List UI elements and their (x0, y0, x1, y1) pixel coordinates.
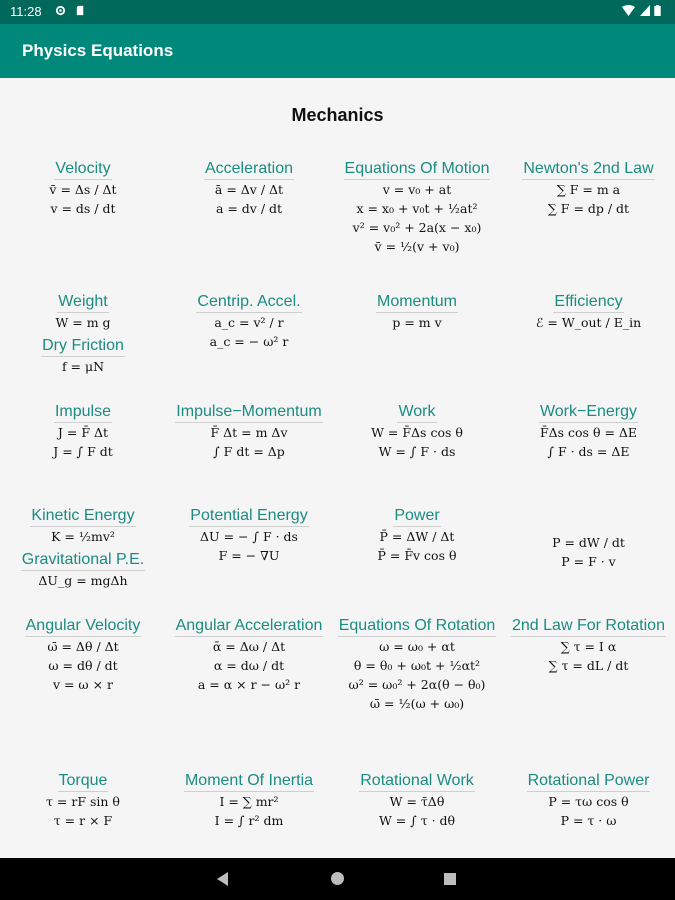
battery-icon (654, 5, 661, 16)
equation: a_c = − ω² r (209, 334, 289, 349)
equation: θ = θ₀ + ω₀t + ½αt² (353, 658, 481, 673)
equation-card-rotational-power[interactable] (502, 770, 675, 830)
cellular-icon (640, 5, 650, 16)
card-title: Moment Of Inertia (184, 772, 314, 792)
equation: ΔU = − ∫ F · ds (200, 529, 298, 544)
equation: ω = dθ / dt (48, 658, 118, 673)
wifi-icon (622, 5, 635, 16)
equation: ∫ F dt = Δp (213, 444, 285, 459)
section-title: Mechanics (291, 105, 384, 125)
back-icon[interactable] (217, 872, 228, 886)
equation: ω̄ = Δθ / Δt (47, 639, 119, 654)
equation: P = dW / dt (552, 535, 625, 550)
equation: W = F̄Δs cos θ (371, 425, 463, 440)
card-title: Angular Acceleration (175, 617, 324, 637)
equation: v² = v₀² + 2a(x − x₀) (352, 220, 482, 235)
equation-card-efficiency[interactable] (502, 291, 675, 332)
equation: F̄Δs cos θ = ΔE (539, 425, 638, 440)
card-title: Dry Friction (41, 337, 125, 357)
equation-card-dry-friction[interactable] (0, 335, 166, 376)
equation-card-equations-of-rotation[interactable] (332, 615, 502, 713)
equation: ā = Δv / Δt (214, 182, 284, 197)
equation: P = τ · ω (560, 813, 617, 828)
equation-card-gravitational-pe[interactable] (0, 549, 166, 590)
card-title: Momentum (376, 293, 458, 313)
equation: W = τ̄Δθ (389, 794, 445, 809)
card-title: Torque (58, 772, 109, 792)
equation: α = dω / dt (213, 658, 285, 673)
equation-card-work-energy[interactable] (502, 401, 675, 461)
equation: W = ∫ F · ds (378, 444, 456, 459)
equation-card-kinetic-energy[interactable] (0, 505, 166, 546)
card-title: Acceleration (204, 160, 294, 180)
equation-card-work[interactable] (332, 401, 502, 461)
equation: J = ∫ F dt (53, 444, 113, 459)
equation: P̄ = ΔW / Δt (379, 529, 455, 544)
equation-card-momentum[interactable] (332, 291, 502, 332)
equation: a = dv / dt (215, 201, 283, 216)
equation: a_c = v² / r (214, 315, 284, 330)
equation: a = α × r − ω² r (197, 677, 301, 692)
equation: I = ∫ r² dm (214, 813, 284, 828)
equation-card-rotational-work[interactable] (332, 770, 502, 830)
card-title: Rotational Work (359, 772, 475, 792)
navigation-bar (0, 858, 675, 900)
equation-card-power[interactable] (332, 505, 502, 565)
app-bar (0, 24, 675, 78)
equation: ∑ τ = I α (560, 639, 617, 654)
equation: ω̄ = ½(ω + ω₀) (369, 696, 465, 711)
status-time: 11:28 (10, 4, 42, 19)
equations-content[interactable] (0, 78, 675, 858)
card-title: Equations Of Motion (344, 160, 491, 180)
card-title: Equations Of Rotation (338, 617, 497, 637)
settings-icon (55, 5, 66, 16)
equation: J = F̄ Δt (57, 425, 109, 440)
equation-card-velocity[interactable] (0, 158, 166, 218)
equation: P = τω cos θ (548, 794, 629, 809)
card-title: Work (397, 403, 436, 423)
equation: W = ∫ τ · dθ (378, 813, 456, 828)
equation: v = v₀ + at (382, 182, 452, 197)
equation-card-newtons-2nd-law[interactable] (502, 158, 675, 218)
equation: F = − ∇U (218, 548, 280, 563)
equation-card-equations-of-motion[interactable] (332, 158, 502, 256)
equation-card-instantaneous-power[interactable] (502, 533, 675, 571)
equation-card-2nd-law-for-rotation[interactable] (502, 615, 675, 675)
equation-card-weight[interactable] (0, 291, 166, 332)
card-title: Efficiency (553, 293, 623, 313)
equation: f = μN (61, 359, 105, 374)
equation: F̄ Δt = m Δv (210, 425, 288, 440)
equation-card-potential-energy[interactable] (166, 505, 332, 565)
home-icon[interactable] (331, 872, 344, 885)
recents-icon[interactable] (444, 873, 456, 885)
equation-card-impulse-momentum[interactable] (166, 401, 332, 461)
card-title: Gravitational P.E. (21, 551, 145, 571)
equation: v = ds / dt (50, 201, 116, 216)
equation: ∑ F = m a (556, 182, 621, 197)
card-title: Impulse−Momentum (175, 403, 322, 423)
equation: W = m g (55, 315, 111, 330)
card-title: Centrip. Accel. (196, 293, 301, 313)
equation: τ = rF sin θ (46, 794, 120, 809)
equation: v̄ = Δs / Δt (49, 182, 117, 197)
equation: x = x₀ + v₀t + ½at² (356, 201, 478, 216)
equation: ᾱ = Δω / Δt (212, 639, 286, 654)
equation: ∑ τ = dL / dt (548, 658, 629, 673)
card-title: Angular Velocity (25, 617, 142, 637)
equation: P̄ = F̄v cos θ (377, 548, 457, 563)
equation: p = m v (392, 315, 442, 330)
equation: I = ∑ mr² (219, 794, 279, 809)
card-title: Impulse (54, 403, 112, 423)
card-title: Power (393, 507, 440, 527)
equation: ω = ω₀ + αt (379, 639, 455, 654)
equation: K = ½mv² (51, 529, 115, 544)
card-title: Newton's 2nd Law (522, 160, 654, 180)
equation-card-angular-acceleration[interactable] (166, 615, 332, 694)
equation: τ = r × F (53, 813, 113, 828)
equation: ω² = ω₀² + 2α(θ − θ₀) (348, 677, 486, 692)
card-title: Kinetic Energy (30, 507, 135, 527)
equation: ΔU_g = mgΔh (38, 573, 128, 588)
equation-card-acceleration[interactable] (166, 158, 332, 218)
equation: v = ω × r (52, 677, 114, 692)
equation-card-torque[interactable] (0, 770, 166, 830)
equation: ℰ = W_out / E_in (535, 315, 642, 330)
card-title: Potential Energy (189, 507, 308, 527)
equation: ∫ F · ds = ΔE (547, 444, 630, 459)
card-title: Velocity (54, 160, 111, 180)
equation-card-angular-velocity[interactable] (0, 615, 166, 694)
card-title: 2nd Law For Rotation (511, 617, 666, 637)
card-title: Weight (57, 293, 109, 313)
status-bar (0, 0, 675, 24)
equation-card-centripetal-acceleration[interactable] (166, 291, 332, 351)
card-title: Work−Energy (539, 403, 638, 423)
equation: v̄ = ½(v + v₀) (374, 239, 460, 254)
card-title: Rotational Power (527, 772, 651, 792)
equation: P = F · v (561, 554, 616, 569)
equation-card-impulse[interactable] (0, 401, 166, 461)
sd-card-icon (75, 5, 86, 16)
equation-card-moment-of-inertia[interactable] (166, 770, 332, 830)
equation: ∑ F = dp / dt (547, 201, 630, 216)
app-title: Physics Equations (22, 41, 174, 60)
